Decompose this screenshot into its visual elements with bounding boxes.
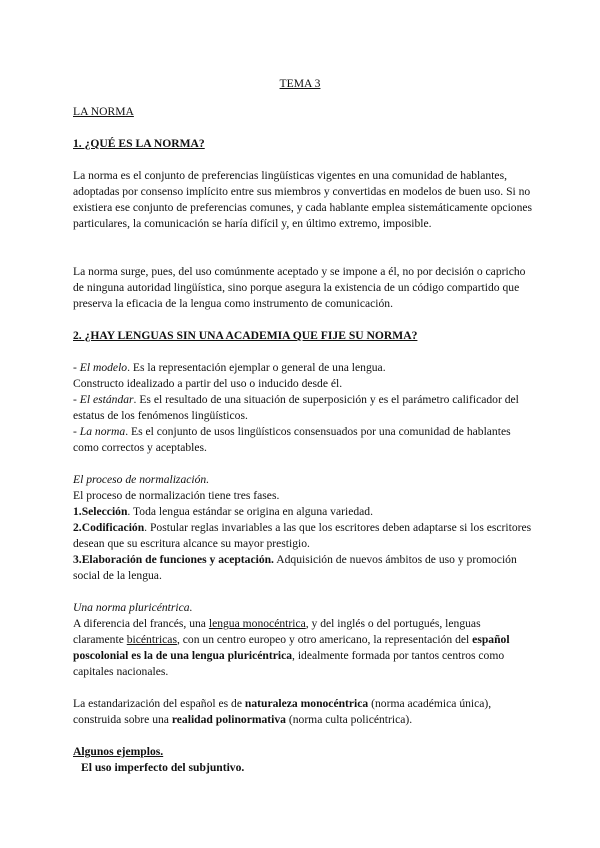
process-phases: [73, 488, 533, 584]
term-norma: La norma: [79, 425, 126, 438]
definition-modelo: - El modelo. Es la representación ejemplar o general de una lengua.: [73, 361, 386, 374]
term-naturaleza-monocentrica: naturaleza monocéntrica: [244, 697, 369, 710]
term-modelo: El modelo: [79, 361, 128, 374]
section-2-heading: 2. ¿HAY LENGUAS SIN UNA ACADEMIA QUE FIJE SU NORMA?: [73, 329, 418, 342]
phase-2: 2.Codificación. Postular reglas invariables a las que los escritores deben adaptarse si los escritores desean que su escritura alcance su mayor prestigio.: [73, 521, 532, 550]
example-1: El uso imperfecto del subjuntivo.: [81, 761, 245, 774]
term-espanol-pluricentrico: español poscolonial es la de una lengua pluricéntrica: [73, 633, 510, 662]
definition-norma: - La norma. Es el conjunto de usos lingüísticos consensuados por una comunidad de hablantes como correctos y aceptables.: [73, 425, 511, 454]
examples-heading: Algunos ejemplos.: [73, 745, 164, 758]
definition-estandar: - El estándar. Es el resultado de una situación de superposición y es el parámetro calificador del estatus de los fenómenos lingüísticos.: [73, 393, 519, 422]
process-heading: El proceso de normalización.: [73, 473, 210, 486]
term-lengua-monocentrica: lengua monocéntrica: [208, 617, 306, 630]
doc-title: TEMA 3: [279, 77, 321, 90]
pluricentric-paragraph: A diferencia del francés, una lengua monocéntrica, y del inglés o del portugués, lenguas claramente bicéntricas, con un centro europeo y otro americano, la representación del español poscolonial es la de una lengua pluricéntrica, idealmente formada por tantos centros como capitales nacionales.: [73, 617, 510, 678]
definitions-list: [73, 360, 533, 456]
section-1-heading: 1. ¿QUÉ ES LA NORMA?: [73, 137, 205, 150]
term-estandar: El estándar: [79, 393, 134, 406]
phase-1: 1.Selección. Toda lengua estándar se origina en alguna variedad.: [73, 505, 373, 518]
phase-3: 3.Elaboración de funciones y aceptación. Adquisición de nuevos ámbitos de uso y promoción social de la lengua.: [73, 553, 517, 582]
section-1-paragraph-1: La norma es el conjunto de preferencias lingüísticas vigentes en una comunidad de hablantes, adoptadas por consenso implícito entre sus miembros y convertidas en modelos de buen uso. Si no existiera ese conjunto de preferencias comunes, y cada hablante emplea sistemáticamente opciones particulares, la comunicación se haría difícil y, en último extremo, imposible.: [73, 169, 533, 230]
process-intro: El proceso de normalización tiene tres fases.: [73, 489, 280, 502]
standardization-paragraph: La estandarización del español es de naturaleza monocéntrica (norma académica única), construida sobre una realidad polinormativa (norma culta policéntrica).: [73, 697, 492, 726]
section-1-paragraph-2: La norma surge, pues, del uso comúnmente aceptado y se impone a él, no por decisión o capricho de ninguna autoridad lingüística, sino porque asegura la existencia de un código compartido que preserva la eficacia de la lengua como instrumento de comunicación.: [73, 265, 526, 310]
term-realidad-polinormativa: realidad polinormativa: [171, 713, 286, 726]
term-bicentricas: bicéntricas: [126, 633, 177, 646]
doc-subtitle: LA NORMA: [73, 105, 134, 118]
pluricentric-heading: Una norma pluricéntrica.: [73, 601, 193, 614]
definition-modelo-line2: Constructo idealizado a partir del uso o inducido desde él.: [73, 377, 343, 390]
